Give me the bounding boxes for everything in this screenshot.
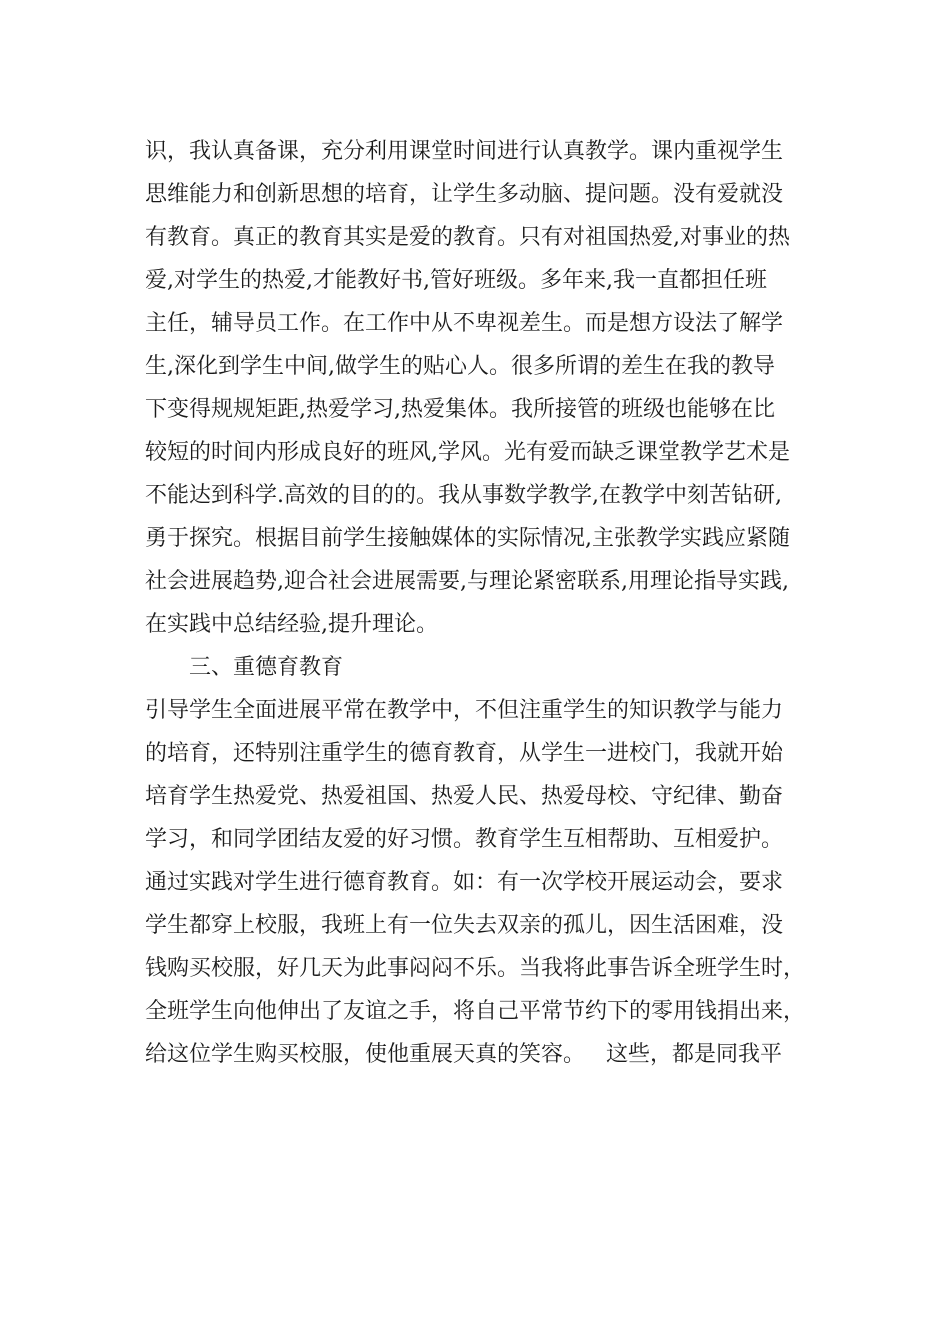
text-line: 不能达到科学.高效的目的的。我从事数学教学,在教学中刻苦钻研,	[145, 483, 782, 508]
text-line: 培育学生热爱党、热爱祖国、热爱人民、热爱母校、守纪律、勤奋	[145, 784, 784, 809]
text-line: 主任，辅导员工作。在工作中从不卑视差生。而是想方设法了解学	[145, 311, 784, 336]
text-line: 引导学生全面进展平常在教学中，不但注重学生的知识教学与能力	[145, 698, 784, 723]
text-line: 钱购买校服，好几天为此事闷闷不乐。当我将此事告诉全班学生时，	[145, 956, 806, 981]
section-heading: 三、重德育教育	[189, 655, 344, 680]
text-line: 思维能力和创新思想的培育，让学生多动脑、提问题。没有爱就没	[145, 182, 784, 207]
body-text	[145, 130, 825, 1076]
text-line: 有教育。真正的教育其实是爱的教育。只有对祖国热爱,对事业的热	[145, 225, 790, 250]
text-line: 给这位学生购买校服，使他重展天真的笑容。 这些，都是同我平	[145, 1042, 782, 1067]
text-line: 识，我认真备课，充分利用课堂时间进行认真教学。课内重视学生	[145, 139, 784, 164]
text-line: 在实践中总结经验,提升理论。	[145, 612, 438, 637]
text-line: 通过实践对学生进行德育教育。如：有一次学校开展运动会，要求	[145, 870, 784, 895]
text-line: 生,深化到学生中间,做学生的贴心人。很多所谓的差生在我的教导	[145, 354, 775, 379]
text-line: 学习，和同学团结友爱的好习惯。教育学生互相帮助、互相爱护。	[145, 827, 784, 852]
text-line: 下变得规规矩距,热爱学习,热爱集体。我所接管的班级也能够在比	[145, 397, 775, 422]
text-line: 勇于探究。根据目前学生接触媒体的实际情况,主张教学实践应紧随	[145, 526, 790, 551]
text-line: 社会进展趋势,迎合社会进展需要,与理论紧密联系,用理论指导实践,	[145, 569, 789, 594]
text-line: 学生都穿上校服，我班上有一位失去双亲的孤儿，因生活困难，没	[145, 913, 784, 938]
text-line: 全班学生向他伸出了友谊之手，将自己平常节约下的零用钱捐出来，	[145, 999, 806, 1024]
text-line: 的培育，还特别注重学生的德育教育，从学生一进校门，我就开始	[145, 741, 784, 766]
text-line: 较短的时间内形成良好的班风,学风。光有爱而缺乏课堂教学艺术是	[145, 440, 790, 465]
text-line: 爱,对学生的热爱,才能教好书,管好班级。多年来,我一直都担任班	[145, 268, 767, 293]
